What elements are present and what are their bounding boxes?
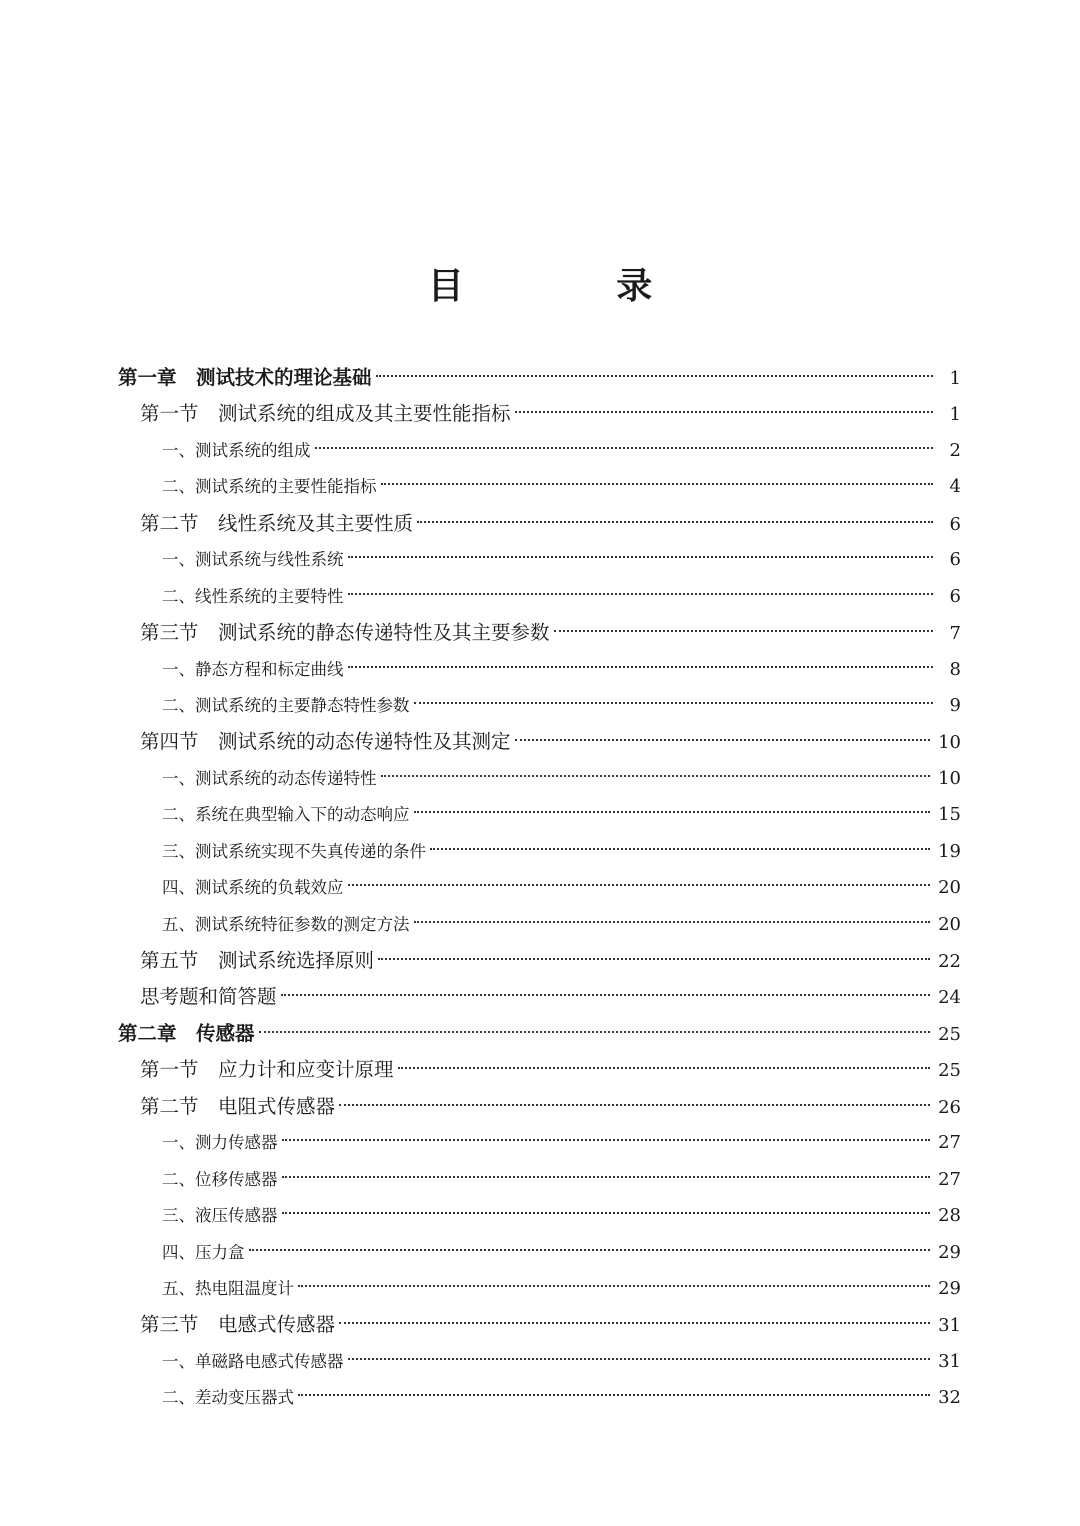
toc-page-number: 6	[949, 513, 961, 535]
toc-dot-leader	[282, 1212, 931, 1214]
toc-entry-label: 第五节 测试系统选择原则	[140, 949, 375, 972]
toc-subsection-entry[interactable]	[118, 834, 961, 870]
toc-entry-label: 第二节 线性系统及其主要性质	[140, 511, 414, 535]
toc-subsection-entry[interactable]	[118, 688, 961, 724]
toc-dot-leader	[398, 1067, 931, 1069]
toc-page-number: 29	[938, 1277, 961, 1299]
toc-dot-leader	[339, 1104, 930, 1106]
toc-subsection-entry[interactable]	[118, 469, 961, 505]
toc-page-number: 24	[938, 987, 961, 1009]
toc-entry-label: 第二节 电阻式传感器	[140, 1094, 336, 1118]
toc-subsection-entry[interactable]	[118, 542, 961, 578]
toc-dot-leader	[339, 1322, 930, 1324]
toc-entry-label: 第一章 测试技术的理论基础	[118, 366, 372, 389]
toc-dot-leader	[378, 958, 930, 960]
toc-entry-label: 四、测试系统的负载效应	[162, 878, 344, 898]
toc-page-number: 1	[949, 404, 961, 426]
toc-entry-label: 第二章 传感器	[118, 1021, 255, 1045]
toc-section-entry[interactable]	[118, 943, 961, 979]
toc-section-entry[interactable]	[118, 724, 961, 760]
toc-page-number: 8	[949, 658, 961, 680]
toc-section-entry[interactable]	[118, 615, 961, 651]
toc-entry-label: 一、测试系统的动态传递特性	[162, 768, 377, 788]
toc-dot-leader	[376, 375, 933, 377]
toc-page-number: 31	[938, 1315, 961, 1337]
toc-entry-label: 二、差动变压器式	[162, 1388, 294, 1408]
toc-subsection-entry[interactable]	[118, 797, 961, 833]
toc-dot-leader	[515, 411, 933, 413]
toc-dot-leader	[430, 848, 930, 850]
toc-entry-label: 一、单磁路电感式传感器	[162, 1351, 344, 1371]
toc-subsection-entry[interactable]	[118, 1271, 961, 1307]
toc-subsection-entry[interactable]	[118, 1344, 961, 1380]
toc-entry-label: 二、系统在典型输入下的动态响应	[162, 805, 410, 825]
toc-entry-label: 第三节 电感式传感器	[140, 1313, 336, 1337]
toc-dot-leader	[348, 593, 934, 595]
toc-dot-leader	[381, 775, 931, 777]
toc-entry-label: 四、压力盒	[162, 1242, 245, 1262]
toc-subsection-entry[interactable]	[118, 652, 961, 688]
toc-page-number: 1	[949, 368, 961, 389]
toc-page-number: 27	[938, 1132, 961, 1154]
toc-section-entry[interactable]	[118, 396, 961, 432]
toc-dot-leader	[298, 1394, 930, 1396]
toc-dot-leader	[259, 1031, 931, 1033]
toc-dot-leader	[414, 811, 931, 813]
toc-entry-label: 第三节 测试系统的静态传递特性及其主要参数	[140, 621, 550, 645]
toc-entry-label: 二、测试系统的主要静态特性参数	[162, 695, 410, 715]
toc-dot-leader	[249, 1249, 931, 1251]
toc-entry-label: 三、测试系统实现不失真传递的条件	[162, 841, 426, 861]
toc-entry-label: 一、静态方程和标定曲线	[162, 659, 344, 679]
toc-entry-label: 思考题和简答题	[140, 985, 277, 1009]
toc-dot-leader	[282, 1176, 931, 1178]
toc-page-number: 20	[938, 877, 961, 899]
toc-page-number: 6	[949, 549, 961, 571]
toc-dot-leader	[554, 630, 933, 632]
toc-page-number: 9	[949, 694, 961, 716]
toc-page-number: 15	[938, 804, 961, 826]
toc-page-number: 27	[938, 1168, 961, 1190]
toc-subsection-entry[interactable]	[118, 870, 961, 906]
toc-entry-label: 第一节 测试系统的组成及其主要性能指标	[140, 402, 511, 426]
toc-page-number: 10	[938, 767, 961, 789]
toc-page-number: 25	[938, 1060, 961, 1082]
toc-section-entry[interactable]	[118, 1052, 961, 1088]
toc-subsection-entry[interactable]	[118, 579, 961, 615]
toc-dot-leader	[281, 994, 931, 996]
toc-entry-label: 五、热电阻温度计	[162, 1278, 294, 1298]
toc-page-number: 2	[949, 439, 961, 461]
toc-chapter-entry[interactable]	[118, 360, 961, 396]
toc-entry-label: 二、位移传感器	[162, 1169, 278, 1189]
toc-entry-label: 一、测试系统的组成	[162, 440, 311, 460]
toc-subsection-entry[interactable]	[118, 761, 961, 797]
toc-subsection-entry[interactable]	[118, 1380, 961, 1416]
toc-entry-label: 三、液压传感器	[162, 1206, 278, 1226]
toc-entry-label: 五、测试系统特征参数的测定方法	[162, 914, 410, 934]
table-of-contents	[118, 360, 961, 1417]
toc-subsection-entry[interactable]	[118, 1235, 961, 1271]
toc-page-number: 19	[938, 840, 961, 862]
toc-section-entry[interactable]	[118, 1307, 961, 1343]
toc-page-number: 25	[938, 1023, 961, 1045]
toc-entry-label: 二、测试系统的主要性能指标	[162, 477, 377, 497]
toc-subsection-entry[interactable]	[118, 907, 961, 943]
toc-page-number: 29	[938, 1241, 961, 1263]
toc-dot-leader	[414, 702, 934, 704]
toc-dot-leader	[348, 884, 931, 886]
toc-subsection-entry[interactable]	[118, 1125, 961, 1161]
toc-dot-leader	[348, 666, 934, 668]
toc-section-entry[interactable]	[118, 1089, 961, 1125]
toc-page-number: 32	[938, 1387, 961, 1409]
toc-subsection-entry[interactable]	[118, 1198, 961, 1234]
toc-entry-label: 一、测力传感器	[162, 1133, 278, 1153]
toc-page-number: 7	[949, 623, 961, 645]
toc-dot-leader	[381, 483, 934, 485]
toc-section-entry[interactable]	[118, 979, 961, 1015]
toc-page-number: 22	[938, 951, 961, 972]
toc-entry-label: 第四节 测试系统的动态传递特性及其测定	[140, 730, 511, 754]
toc-section-entry[interactable]	[118, 506, 961, 542]
page-title: 目 录	[427, 265, 723, 307]
toc-page-number: 6	[949, 585, 961, 607]
toc-dot-leader	[315, 447, 934, 449]
toc-dot-leader	[282, 1139, 931, 1141]
toc-entry-label: 第一节 应力计和应变计原理	[140, 1058, 394, 1082]
toc-subsection-entry[interactable]	[118, 433, 961, 469]
toc-page-number: 4	[949, 476, 961, 498]
toc-page-number: 28	[938, 1205, 961, 1227]
toc-dot-leader	[414, 921, 931, 923]
toc-dot-leader	[417, 521, 933, 523]
toc-entry-label: 一、测试系统与线性系统	[162, 550, 344, 570]
toc-dot-leader	[515, 739, 931, 741]
toc-page-number: 10	[938, 732, 961, 754]
toc-page-number: 31	[938, 1350, 961, 1372]
toc-subsection-entry[interactable]	[118, 1162, 961, 1198]
toc-dot-leader	[298, 1285, 930, 1287]
toc-page-number: 26	[938, 1096, 961, 1118]
toc-dot-leader	[348, 556, 934, 558]
toc-page-number: 20	[938, 913, 961, 935]
toc-chapter-entry[interactable]	[118, 1016, 961, 1052]
toc-entry-label: 二、线性系统的主要特性	[162, 586, 344, 606]
toc-dot-leader	[348, 1358, 931, 1360]
